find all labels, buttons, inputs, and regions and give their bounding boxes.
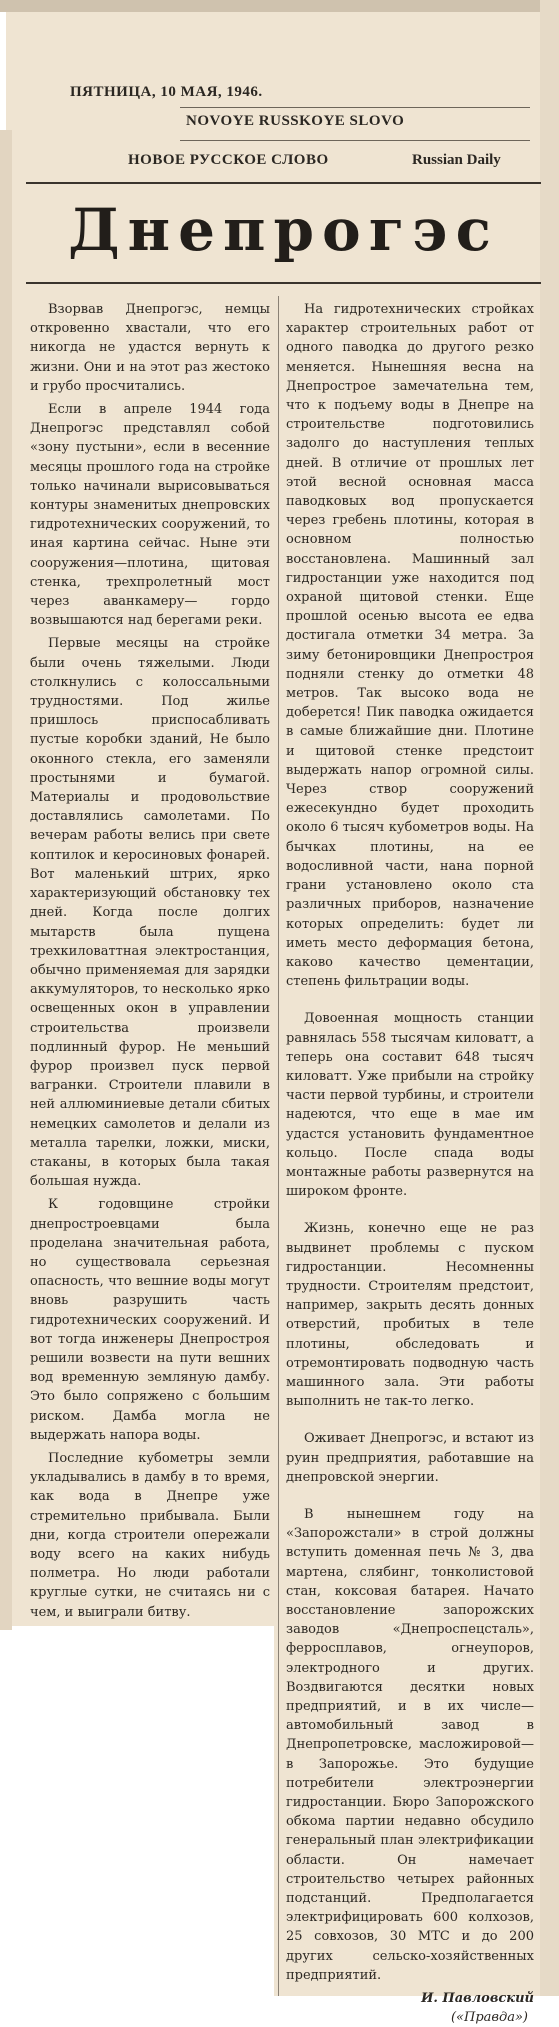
masthead-rule (180, 107, 530, 108)
article-headline: Днепрогэс (68, 196, 499, 264)
article-paragraph: Первые месяцы на стройке были очень тяжелыми. Люди столкнулись с колоссальными трудностями. Под жилье пришлось приспосабливать пустые коробки зданий, Не было оконного стекла, его заменяли простынями и бумагой. Материалы и продовольствие доставлялись самолетами. По вечерам работы велись при свете коптилок и керосиновых фонарей. Вот маленький штрих, ярко характеризующий обстановку тех дней. Когда после долгих мытарств была пущена трехкиловаттная электростанция, обычно применяемая для зарядки аккумуляторов, то несколько ярко освещенных окон в управлении строительства произвели подлинный фурор. Не меньший фурор произвел пуск первой вагранки. Строители плавили в ней аллюминиевые детали сбитых немецких самолетов и делали из металла тарелки, ложки, миски, стаканы, в которых была такая большая нужда. (30, 636, 270, 1190)
article-paragraph: Взорвав Днепрогэс, немцы откровенно хвастали, что его никогда не удастся вернуть к жизни. Они и на этот раз жестоко и грубо просчитались. (30, 302, 270, 394)
adjacent-page-edge-right (540, 0, 559, 1996)
article-paragraph: В нынешнем году на «Запорожстали» в строй должны вступить доменная печь № 3, два мартена, слябинг, тонколистовой стан, коксовая батарея. Начато восстановление запорожских заводов «Днепроспецсталь», ферросплавов, огнеупоров, электродного и других. Воздвигаются десятки новых предприятий, и в их числе—автомобильный завод в Днепропетровске, масложировой—в Запорожье. Это будущие потребители электроэнергии гидростанции. Бюро Запорожского обкома партии недавно обсудило генеральный план электрификации области. Он намечает строительство четырех районных подстанций. Предполагается электрифицировать 600 колхозов, 25 совхозов, 30 МТС и до 200 других сельско-хозяйственных предприятий. (286, 1506, 534, 1983)
article-column-1 (30, 300, 270, 1622)
masthead-rule (180, 140, 530, 141)
author-signature: И. Павловский (421, 1991, 534, 2007)
masthead-title-en: NOVOYE RUSSKOYE SLOVO (186, 113, 405, 129)
page-top-strip (0, 0, 559, 12)
article-paragraph: На гидротехнических стройках характер строительных работ от одного паводка до другого резко меняется. Нынешняя весна на Днепрострое замечательна тем, что к подъему воды в Днепре на строительстве подготовились задолго до наступления теплых дней. В отличие от прошлых лет этой весной основная масса паводковых вод пропускается через гребень плотины, которая в основном полностью восстановлена. Машинный зал гидростанции уже находится под охраной щитовой стенки. Еще прошлой осенью высота ее едва достигала отметки 34 метра. За зиму бетонировщики Днепростроя подняли стенку до отметки 48 метров. Так высоко вода не доберется! Пик паводка ожидается в самые ближайшие дни. Плотине и щитовой стенке предстоит выдержать напор огромной силы. Через створ сооружений ежесекундно будет проходить около 6 тысяч кубометров воды. На бычках плотины, на ее водосливной части, нана порной грани установлено около ста различных приборов, назначение которых определить: будет ли иметь место деформация бетона, каково качество цементации, степень фильтрации воды. (286, 302, 534, 990)
date-line: ПЯТНИЦА, 10 МАЯ, 1946. (70, 84, 263, 100)
masthead-subtitle: Russian Daily (412, 152, 501, 168)
article-paragraph: Жизнь, конечно еще не раз выдвинет проблемы с пуском гидростанции. Несомненны трудности. Строителям предстоит, например, закрыть десять донных отверстий, пробитых в теле плотины, обследовать и отремонтировать подводную часть машинного зала. Эти работы выполнить не так-то легко. (286, 1221, 534, 1410)
article-source: («Правда») (450, 2010, 528, 2026)
article-paragraph: Если в апреле 1944 года Днепрогэс представлял собой «зону пустыни», если в весенние месяцы прошлого года на стройке только начинали вырисовываться контуры знаменитых днепровских гидротехнических сооружений, то иная картина сейчас. Ныне эти сооружения—плотина, щитовая стенка, трехпролетный мост через аванкамеру— гордо возвышаются над берегами реки. (30, 402, 270, 629)
article-paragraph: Довоенная мощность станции равнялась 558 тысячам киловатт, а теперь она составит 648 тысяч киловатт. Уже прибыли на стройку части первой турбины, и строители надеются, что еще в мае им удастся установить фундаментное кольцо. После спада воды монтажные работы развернутся на широком фронте. (286, 1011, 534, 1200)
article-paragraph: Последние кубометры земли укладывались в дамбу в то время, как вода в Днепре уже стремительно прибывала. Были дни, когда строители опережали воду всего на каких нибудь полметра. Но люди работали круглые сутки, не считаясь ни с чем, и выиграли битву. (30, 1450, 270, 1620)
article-paragraph: К годовщине стройки днепростроевцами была проделана значительная работа, но существовала серьезная опасность, что вешние воды могут вновь разрушить часть гидротехнических сооружений. И вот тогда инженеры Днепростроя решили возвести на пути вешних вод временную земляную дамбу. Это было сопряжено с большим риском. Дамба могла не выдержать напора воды. (30, 1197, 270, 1443)
adjacent-page-edge-left (0, 130, 12, 1630)
column-divider (278, 296, 279, 1996)
headline-rule-bottom (26, 282, 541, 284)
article-column-2 (286, 300, 534, 2027)
masthead-title-ru: НОВОЕ РУССКОЕ СЛОВО (128, 152, 329, 168)
article-paragraph: Оживает Днепрогэс, и встают из руин предприятия, работавшие на днепровской энергии. (286, 1431, 534, 1485)
headline-rule-top (26, 182, 541, 184)
